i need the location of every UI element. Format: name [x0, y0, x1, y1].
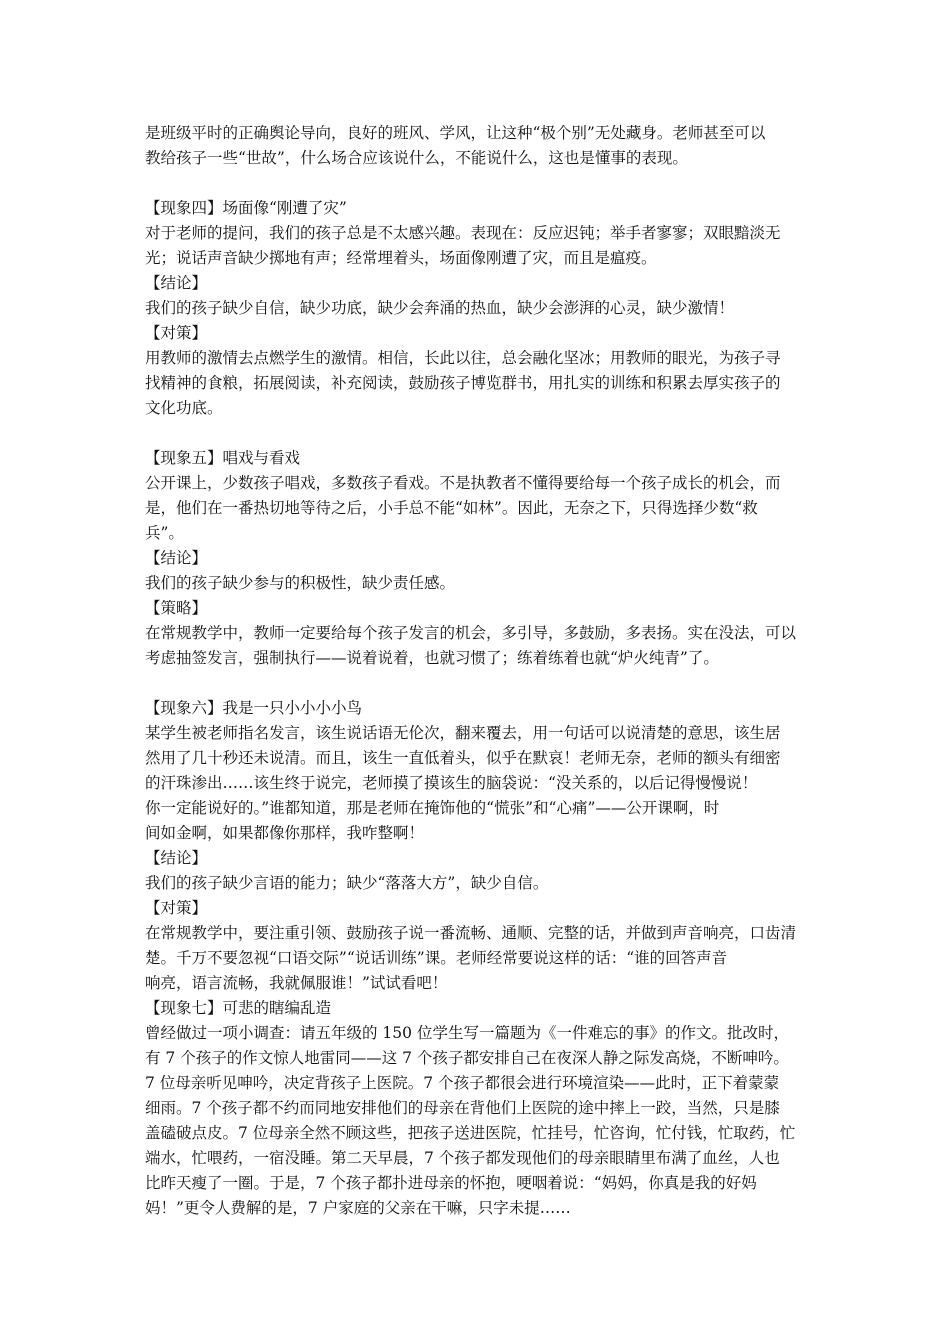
- phenomenon-5-section: [145, 446, 813, 671]
- body-line: 光；说话声音缺少掷地有声；经常埋着头，场面像刚遭了灾，而且是瘟疫。: [145, 249, 657, 267]
- conclusion-line: 我们的孩子缺少自信，缺少功底，缺少会奔涌的热血，缺少会澎湃的心灵，缺少激情！: [145, 299, 735, 317]
- body-line: 比昨天瘦了一圈。于是，7 个孩子都扑进母亲的怀抱，哽咽着说：“妈妈，你真是我的好妈: [145, 1174, 757, 1192]
- body-line: 细雨。7 个孩子都不约而同地安排他们的母亲在背他们上医院的途中摔上一跤，当然，只是膝: [145, 1099, 780, 1117]
- body-line: 曾经做过一项小调查：请五年级的 150 位学生写一篇题为《一件难忘的事》的作文。批改时，: [145, 1024, 789, 1042]
- conclusion-label: 【结论】: [145, 274, 208, 292]
- conclusion-line: 我们的孩子缺少言语的能力；缺少“落落大方”，缺少自信。: [145, 874, 549, 892]
- body-line: 某学生被老师指名发言，该生说话语无伦次，翻来覆去，用一句话可以说清楚的意思，该生居: [145, 724, 781, 742]
- strategy-line: 找精神的食粮，拓展阅读，补充阅读，鼓励孩子博览群书，用扎实的训练和积累去厚实孩子的: [145, 374, 781, 392]
- intro-paragraph: [145, 121, 813, 171]
- conclusion-label: 【结论】: [145, 549, 208, 567]
- phenomenon-7-title: 【现象七】可悲的瞎编乱造: [145, 999, 332, 1017]
- strategy-label: 【对策】: [145, 899, 208, 917]
- conclusion-line: 我们的孩子缺少参与的积极性，缺少责任感。: [145, 574, 456, 592]
- strategy-line: 用教师的激情去点燃学生的激情。相信，长此以往，总会融化坚冰；用教师的眼光，为孩子寻: [145, 349, 781, 367]
- body-line: 端水，忙喂药，一宿没睡。第二天早晨，7 个孩子都发现他们的母亲眼睛里布满了血丝，人也: [145, 1149, 780, 1167]
- body-line: 有 7 个孩子的作文惊人地雷同——这 7 个孩子都安排自己在夜深人静之际发高烧，不断呻吟。: [145, 1049, 789, 1067]
- conclusion-label: 【结论】: [145, 849, 208, 867]
- phenomenon-7-section: [145, 996, 813, 1221]
- body-line: 妈！”更令人费解的是，7 户家庭的父亲在干嘛，只字未提……: [145, 1199, 571, 1217]
- phenomenon-6-section: [145, 696, 813, 996]
- strategy-line: 考虑抽签发言，强制执行——说着说着，也就习惯了；练着练着也就“炉火纯青”了。: [145, 649, 719, 667]
- strategy-line: 在常规教学中，要注重引领、鼓励孩子说一番流畅、通顺、完整的话，并做到声音响亮，口齿清: [145, 924, 797, 942]
- phenomenon-6-title: 【现象六】我是一只小小小小鸟: [145, 699, 363, 717]
- body-line: 对于老师的提问，我们的孩子总是不太感兴趣。表现在：反应迟钝；举手者寥寥；双眼黯淡无: [145, 224, 781, 242]
- body-line: 间如金啊，如果都像你那样，我咋整啊！: [145, 824, 425, 842]
- strategy-line: 在常规教学中，教师一定要给每个孩子发言的机会，多引导，多鼓励，多表扬。实在没法，可以: [145, 624, 797, 642]
- phenomenon-4-section: [145, 196, 813, 421]
- body-line: 公开课上，少数孩子唱戏，多数孩子看戏。不是执教者不懂得要给每一个孩子成长的机会，而: [145, 474, 781, 492]
- document-page: [145, 121, 813, 1221]
- phenomenon-5-title: 【现象五】唱戏与看戏: [145, 449, 301, 467]
- strategy-line: 文化功底。: [145, 399, 223, 417]
- body-line: 然用了几十秒还未说清。而且，该生一直低着头，似乎在默哀！老师无奈，老师的额头有细密: [145, 749, 781, 767]
- body-line: 是，他们在一番热切地等待之后，小手总不能“如林”。因此，无奈之下，只得选择少数“救: [145, 499, 758, 517]
- body-line: 是班级平时的正确舆论导向，良好的班风、学风，让这种“极个别”无处藏身。老师甚至可以: [145, 124, 766, 142]
- body-line: 盖磕破点皮。7 位母亲全然不顾这些，把孩子送进医院，忙挂号，忙咨询，忙付钱，忙取药，忙: [145, 1124, 796, 1142]
- body-line: 7 位母亲听见呻吟，决定背孩子上医院。7 个孩子都很会进行环境渲染——此时，正下着蒙蒙: [145, 1074, 780, 1092]
- strategy-label: 【对策】: [145, 324, 208, 342]
- strategy-line: 楚。千万不要忽视“口语交际”“说话训练”课。老师经常要说这样的话：“谁的回答声音: [145, 949, 728, 967]
- phenomenon-4-title: 【现象四】场面像“刚遭了灾”: [145, 199, 347, 217]
- strategy-label: 【策略】: [145, 599, 208, 617]
- body-line: 你一定能说好的。”谁都知道，那是老师在掩饰他的“慌张”和“心痛”——公开课啊，时: [145, 799, 720, 817]
- body-line: 教给孩子一些“世故”，什么场合应该说什么，不能说什么，这也是懂事的表现。: [145, 149, 688, 167]
- body-line: 的汗珠渗出……该生终于说完，老师摸了摸该生的脑袋说：“没关系的，以后记得慢慢说！: [145, 774, 758, 792]
- body-line: 兵”。: [145, 524, 184, 542]
- strategy-line: 响亮，语言流畅，我就佩服谁！”试试看吧！: [145, 974, 448, 992]
